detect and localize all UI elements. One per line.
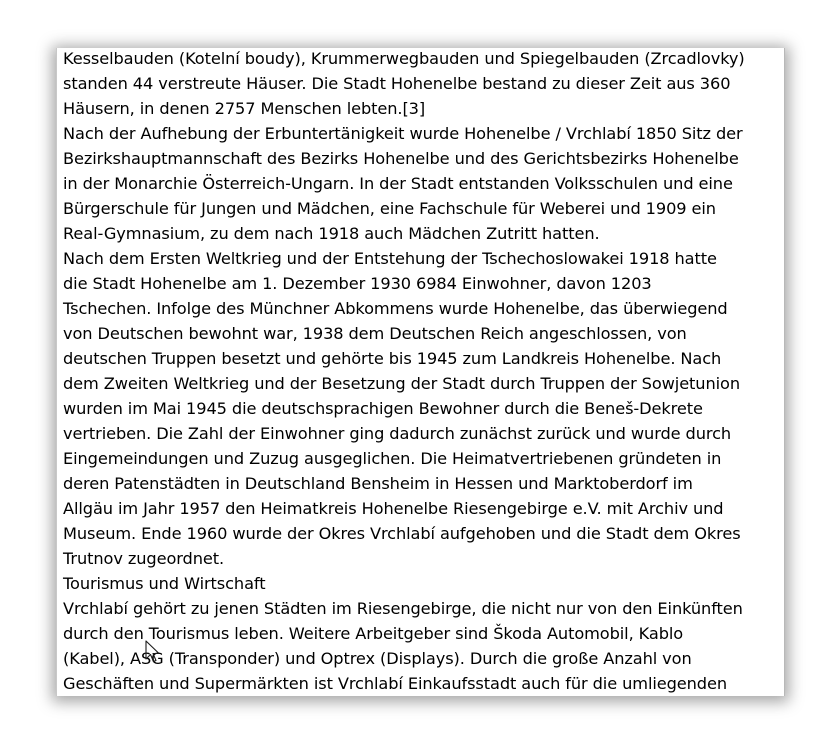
text-line: deutschen Truppen besetzt und gehörte bis 1945 zum Landkreis Hohenelbe. Nach — [63, 349, 722, 368]
text-line: Vrchlabí gehört zu jenen Städten im Riesengebirge, die nicht nur von den Einkünften — [63, 599, 743, 618]
text-line: Nach der Aufhebung der Erbuntertänigkeit wurde Hohenelbe / Vrchlabí 1850 Sitz der — [63, 124, 743, 143]
text-line: durch den Tourismus leben. Weitere Arbeitgeber sind Škoda Automobil, Kablo — [63, 624, 684, 643]
text-line: deren Patenstädten in Deutschland Bensheim in Hessen und Marktoberdorf im — [63, 474, 693, 493]
text-line: vertrieben. Die Zahl der Einwohner ging dadurch zunächst zurück und wurde durch — [63, 424, 732, 443]
text-line: von Deutschen bewohnt war, 1938 dem Deutschen Reich angeschlossen, von — [63, 324, 687, 343]
text-line: Allgäu im Jahr 1957 den Heimatkreis Hohenelbe Riesengebirge e.V. mit Archiv und — [63, 499, 724, 518]
text-line: Nach dem Ersten Weltkrieg und der Entstehung der Tschechoslowakei 1918 hatte — [63, 249, 717, 268]
text-line: Bezirkshauptmannschaft des Bezirks Hohenelbe und des Gerichtsbezirks Hohenelbe — [63, 149, 739, 168]
text-line: die Stadt Hohenelbe am 1. Dezember 1930 6984 Einwohner, davon 1203 — [63, 274, 652, 293]
text-line: Bürgerschule für Jungen und Mädchen, eine Fachschule für Weberei und 1909 ein — [63, 199, 716, 218]
text-line: Häusern, in denen 2757 Menschen lebten.[3] — [63, 99, 426, 118]
text-line: Tschechen. Infolge des Münchner Abkommens wurde Hohenelbe, das überwiegend — [63, 299, 728, 318]
text-line: Geschäften und Supermärkten ist Vrchlabí Einkaufsstadt auch für die umliegenden — [63, 674, 727, 693]
text-line: wurden im Mai 1945 die deutschsprachigen Bewohner durch die Beneš-Dekrete — [63, 399, 703, 418]
text-line: (Kabel), ASG (Transponder) und Optrex (Displays). Durch die große Anzahl von — [63, 649, 692, 668]
text-line: in der Monarchie Österreich-Ungarn. In der Stadt entstanden Volksschulen und eine — [63, 174, 733, 193]
document-text[interactable] — [63, 48, 775, 696]
text-line: Real-Gymnasium, zu dem nach 1918 auch Mädchen Zutritt hatten. — [63, 224, 600, 243]
text-line: Museum. Ende 1960 wurde der Okres Vrchlabí aufgehoben und die Stadt dem Okres — [63, 524, 741, 543]
text-line: Kesselbauden (Kotelní boudy), Krummerwegbauden und Spiegelbauden (Zrcadlovky) — [63, 49, 745, 68]
section-heading: Tourismus und Wirtschaft — [63, 574, 266, 593]
text-line: Eingemeindungen und Zuzug ausgeglichen. Die Heimatvertriebenen gründeten in — [63, 449, 722, 468]
text-document-window[interactable] — [56, 48, 785, 696]
text-line: Trutnov zugeordnet. — [63, 549, 225, 568]
arrow-pointer-icon — [145, 640, 161, 664]
text-line: standen 44 verstreute Häuser. Die Stadt Hohenelbe bestand zu dieser Zeit aus 360 — [63, 74, 731, 93]
text-line: dem Zweiten Weltkrieg und der Besetzung der Stadt durch Truppen der Sowjetunion — [63, 374, 740, 393]
